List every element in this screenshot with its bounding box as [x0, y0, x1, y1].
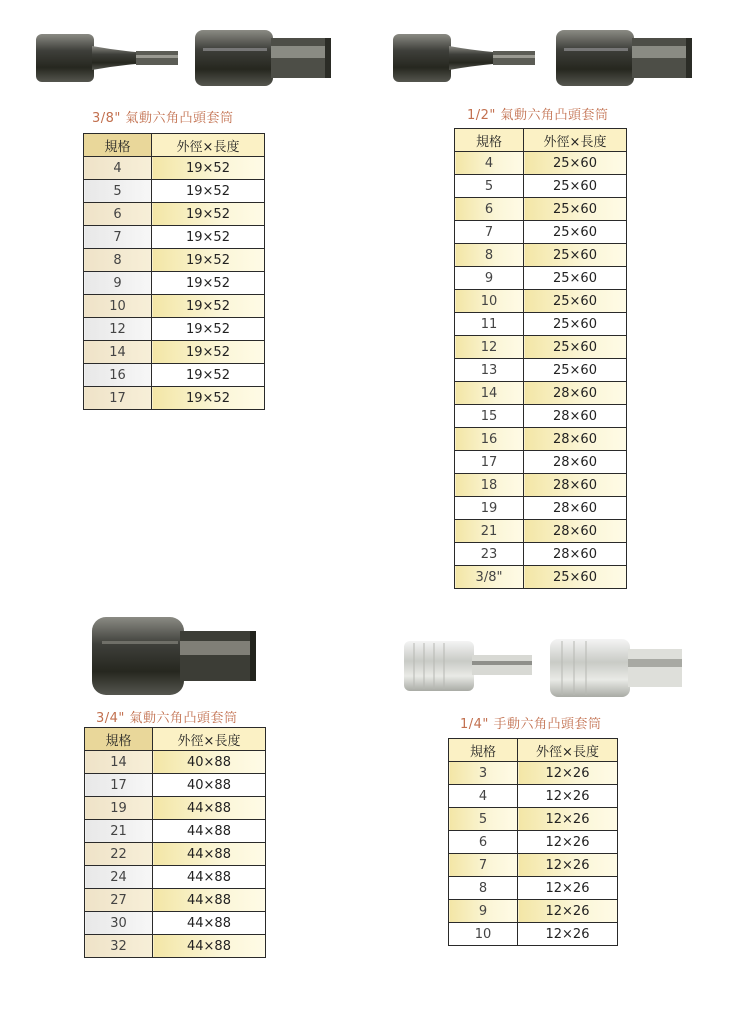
- size-cell: 13: [455, 359, 524, 382]
- dims-cell: 28×60: [524, 382, 627, 405]
- col-header-dims: 外徑×長度: [518, 739, 618, 762]
- dims-cell: 28×60: [524, 451, 627, 474]
- table-row: [84, 157, 265, 180]
- size-cell: 3/8": [455, 566, 524, 589]
- size-cell: 23: [455, 543, 524, 566]
- dims-cell: 25×60: [524, 313, 627, 336]
- col-header-dims: 外徑×長度: [524, 129, 627, 152]
- socket-1-2-torx-image: [393, 28, 539, 88]
- dims-cell: 19×52: [152, 249, 265, 272]
- size-cell: 9: [449, 900, 518, 923]
- table-row: [84, 180, 265, 203]
- caption-1-2: 1/2" 氣動六角凸頭套筒: [467, 108, 609, 123]
- table-row: [455, 336, 627, 359]
- dims-cell: 19×52: [152, 226, 265, 249]
- table-row: [449, 923, 618, 946]
- table-row: [455, 451, 627, 474]
- dims-cell: 19×52: [152, 157, 265, 180]
- dims-cell: 25×60: [524, 566, 627, 589]
- col-header-size: 規格: [84, 134, 152, 157]
- size-cell: 4: [449, 785, 518, 808]
- size-cell: 11: [455, 313, 524, 336]
- size-cell: 5: [455, 175, 524, 198]
- table-row: [85, 843, 266, 866]
- table-row: [455, 152, 627, 175]
- size-cell: 9: [84, 272, 152, 295]
- table-row: [455, 198, 627, 221]
- table-row: [455, 267, 627, 290]
- spec-table-1-2: [454, 128, 627, 589]
- size-cell: 16: [455, 428, 524, 451]
- table-row: [455, 359, 627, 382]
- dims-cell: 28×60: [524, 474, 627, 497]
- socket-1-4-chrome-hex-image: [548, 633, 688, 701]
- size-cell: 19: [455, 497, 524, 520]
- dims-cell: 12×26: [518, 762, 618, 785]
- size-cell: 14: [84, 341, 152, 364]
- table-row: [84, 387, 265, 410]
- table-row: [455, 543, 627, 566]
- caption-1-4: 1/4" 手動六角凸頭套筒: [460, 717, 602, 732]
- socket-3-8-hex-image: [195, 26, 335, 90]
- table-row: [84, 272, 265, 295]
- table-row: [85, 751, 266, 774]
- dims-cell: 19×52: [152, 364, 265, 387]
- size-cell: 6: [455, 198, 524, 221]
- table-row: [84, 364, 265, 387]
- dims-cell: 19×52: [152, 295, 265, 318]
- dims-cell: 44×88: [153, 866, 266, 889]
- size-cell: 3: [449, 762, 518, 785]
- caption-3-4: 3/4" 氣動六角凸頭套筒: [96, 711, 238, 726]
- table-row: [455, 221, 627, 244]
- size-cell: 5: [449, 808, 518, 831]
- dims-cell: 44×88: [153, 820, 266, 843]
- col-header-size: 規格: [455, 129, 524, 152]
- size-cell: 7: [84, 226, 152, 249]
- size-cell: 7: [455, 221, 524, 244]
- size-cell: 12: [84, 318, 152, 341]
- size-cell: 16: [84, 364, 152, 387]
- table-row: [85, 889, 266, 912]
- size-cell: 30: [85, 912, 153, 935]
- size-cell: 19: [85, 797, 153, 820]
- size-cell: 6: [449, 831, 518, 854]
- table-row: [84, 203, 265, 226]
- size-cell: 10: [449, 923, 518, 946]
- table-row: [449, 785, 618, 808]
- dims-cell: 25×60: [524, 244, 627, 267]
- table-row: [84, 249, 265, 272]
- dims-cell: 12×26: [518, 785, 618, 808]
- socket-3-4-hex-image: [92, 613, 262, 699]
- size-cell: 17: [84, 387, 152, 410]
- table-row: [449, 900, 618, 923]
- size-cell: 18: [455, 474, 524, 497]
- col-header-dims: 外徑×長度: [153, 728, 266, 751]
- spec-table-3-8: [83, 133, 265, 410]
- size-cell: 15: [455, 405, 524, 428]
- table-row: [455, 290, 627, 313]
- size-cell: 27: [85, 889, 153, 912]
- dims-cell: 19×52: [152, 318, 265, 341]
- size-cell: 22: [85, 843, 153, 866]
- size-cell: 21: [455, 520, 524, 543]
- table-row: [85, 820, 266, 843]
- table-row: [449, 854, 618, 877]
- table-row: [84, 318, 265, 341]
- dims-cell: 40×88: [153, 774, 266, 797]
- dims-cell: 25×60: [524, 267, 627, 290]
- dims-cell: 28×60: [524, 543, 627, 566]
- table-row: [449, 808, 618, 831]
- table-row: [455, 497, 627, 520]
- dims-cell: 19×52: [152, 203, 265, 226]
- table-row: [85, 866, 266, 889]
- size-cell: 8: [449, 877, 518, 900]
- size-cell: 10: [455, 290, 524, 313]
- dims-cell: 25×60: [524, 336, 627, 359]
- dims-cell: 19×52: [152, 387, 265, 410]
- dims-cell: 19×52: [152, 341, 265, 364]
- table-row: [455, 382, 627, 405]
- size-cell: 7: [449, 854, 518, 877]
- size-cell: 5: [84, 180, 152, 203]
- dims-cell: 25×60: [524, 198, 627, 221]
- col-header-size: 規格: [449, 739, 518, 762]
- dims-cell: 19×52: [152, 180, 265, 203]
- size-cell: 14: [455, 382, 524, 405]
- socket-3-8-torx-image: [36, 28, 182, 88]
- dims-cell: 19×52: [152, 272, 265, 295]
- table-row: [84, 226, 265, 249]
- size-cell: 8: [455, 244, 524, 267]
- dims-cell: 44×88: [153, 843, 266, 866]
- size-cell: 21: [85, 820, 153, 843]
- spec-table-1-4: [448, 738, 618, 946]
- dims-cell: 28×60: [524, 405, 627, 428]
- size-cell: 14: [85, 751, 153, 774]
- dims-cell: 25×60: [524, 175, 627, 198]
- table-row: [84, 341, 265, 364]
- dims-cell: 12×26: [518, 854, 618, 877]
- dims-cell: 28×60: [524, 520, 627, 543]
- table-row: [85, 797, 266, 820]
- dims-cell: 12×26: [518, 877, 618, 900]
- size-cell: 32: [85, 935, 153, 958]
- size-cell: 4: [84, 157, 152, 180]
- table-row: [455, 175, 627, 198]
- size-cell: 12: [455, 336, 524, 359]
- dims-cell: 44×88: [153, 889, 266, 912]
- size-cell: 17: [455, 451, 524, 474]
- dims-cell: 25×60: [524, 152, 627, 175]
- dims-cell: 12×26: [518, 923, 618, 946]
- table-row: [455, 313, 627, 336]
- table-row: [455, 428, 627, 451]
- dims-cell: 25×60: [524, 359, 627, 382]
- table-row: [449, 877, 618, 900]
- table-row: [455, 405, 627, 428]
- dims-cell: 12×26: [518, 808, 618, 831]
- table-row: [455, 244, 627, 267]
- table-row: [449, 831, 618, 854]
- dims-cell: 40×88: [153, 751, 266, 774]
- table-row: [84, 295, 265, 318]
- size-cell: 24: [85, 866, 153, 889]
- table-row: [455, 520, 627, 543]
- table-row: [449, 762, 618, 785]
- caption-3-8: 3/8" 氣動六角凸頭套筒: [92, 111, 234, 126]
- dims-cell: 28×60: [524, 497, 627, 520]
- dims-cell: 28×60: [524, 428, 627, 451]
- dims-cell: 44×88: [153, 935, 266, 958]
- dims-cell: 25×60: [524, 290, 627, 313]
- dims-cell: 25×60: [524, 221, 627, 244]
- size-cell: 4: [455, 152, 524, 175]
- socket-1-2-hex-image: [556, 26, 696, 90]
- size-cell: 6: [84, 203, 152, 226]
- socket-1-4-chrome-small-image: [400, 633, 540, 697]
- table-row: [455, 474, 627, 497]
- dims-cell: 12×26: [518, 900, 618, 923]
- size-cell: 10: [84, 295, 152, 318]
- spec-table-3-4: [84, 727, 266, 958]
- table-row: [85, 912, 266, 935]
- table-row: [85, 935, 266, 958]
- table-row: [85, 774, 266, 797]
- col-header-size: 規格: [85, 728, 153, 751]
- dims-cell: 44×88: [153, 912, 266, 935]
- dims-cell: 12×26: [518, 831, 618, 854]
- table-row: [455, 566, 627, 589]
- size-cell: 8: [84, 249, 152, 272]
- size-cell: 9: [455, 267, 524, 290]
- dims-cell: 44×88: [153, 797, 266, 820]
- col-header-dims: 外徑×長度: [152, 134, 265, 157]
- size-cell: 17: [85, 774, 153, 797]
